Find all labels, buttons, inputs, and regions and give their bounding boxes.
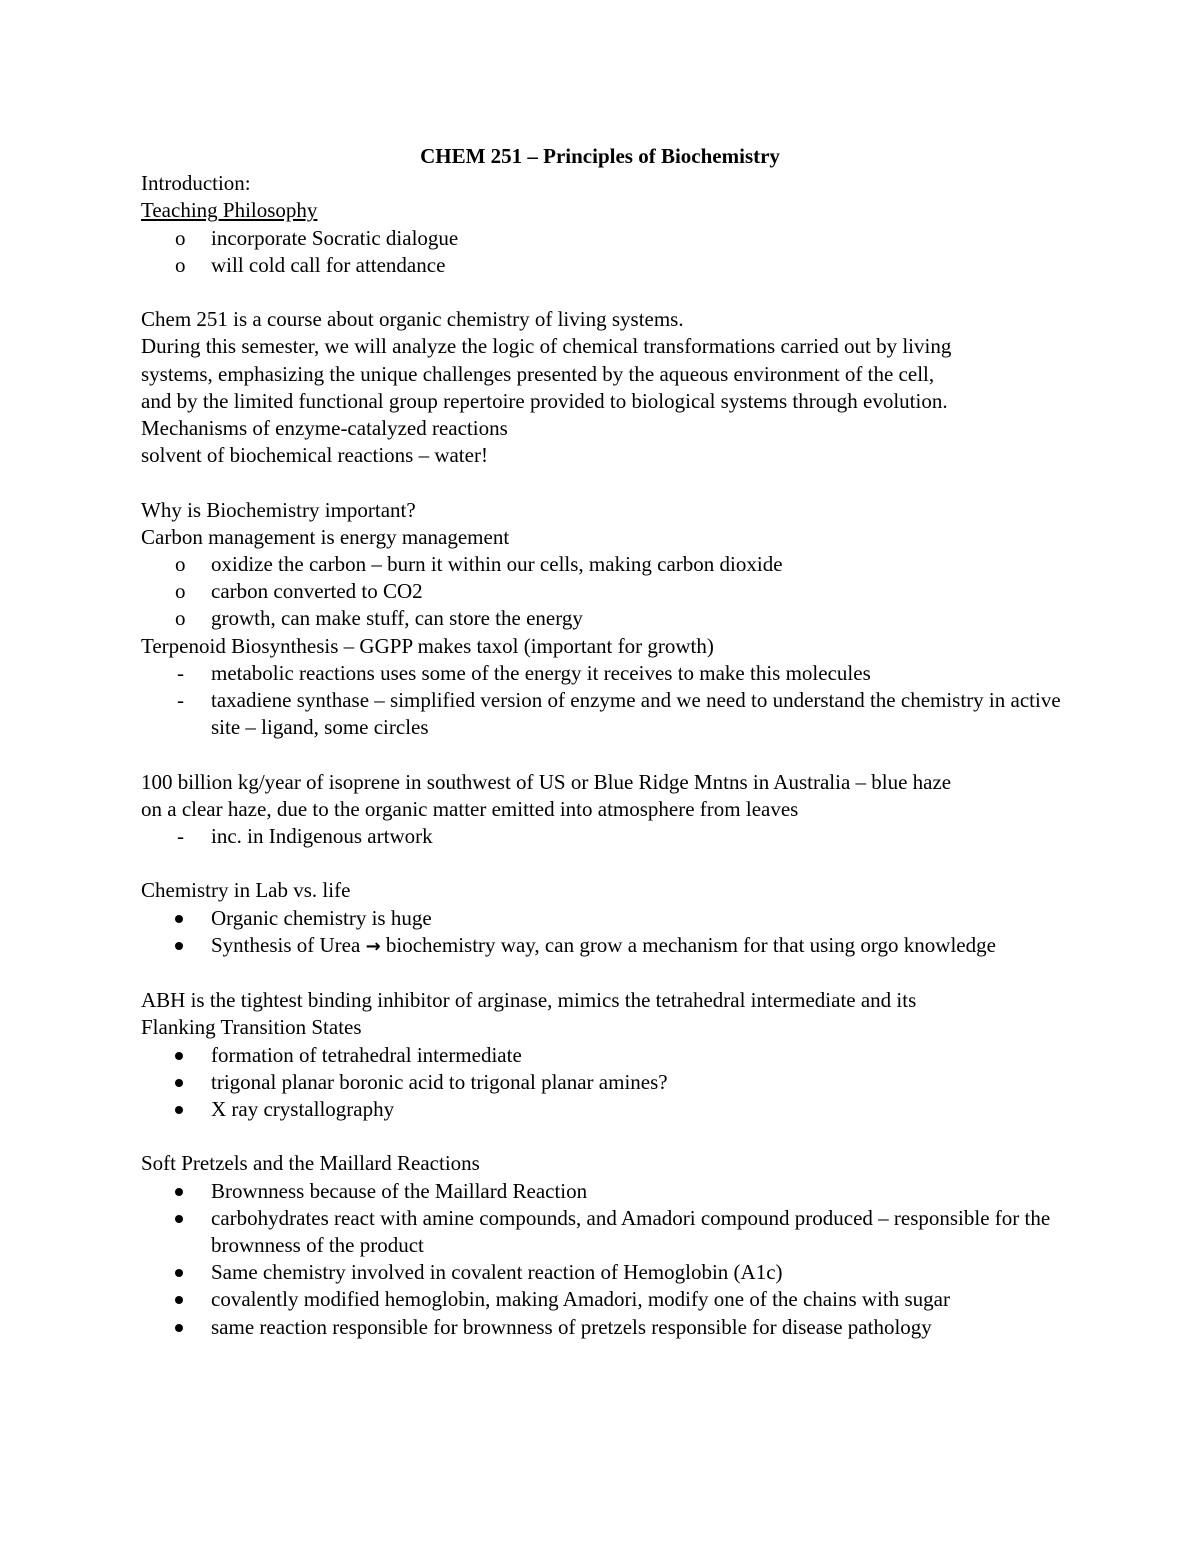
list-item: o carbon converted to CO2 [141,578,1071,605]
intro-label: Introduction: [141,171,251,196]
lab-vs-life-list [141,905,1071,960]
teaching-philosophy-heading [141,197,1071,224]
terpenoid-heading: Terpenoid Biosynthesis – GGPP makes taxol (important for growth) [141,633,714,658]
carbon-list [141,551,1071,633]
list-item: - inc. in Indigenous artwork [141,823,1071,850]
abh-line: Flanking Transition States [141,1015,362,1040]
dash-bullet-icon: - [177,688,184,713]
course-description-line: Chem 251 is a course about organic chemistry of living systems. [141,307,684,332]
lab-vs-life-heading: Chemistry in Lab vs. life [141,878,351,903]
bullet-icon [175,1079,183,1087]
document-title: CHEM 251 – Principles of Biochemistry [420,144,780,168]
document-page [141,143,1071,1341]
dash-bullet-icon: - [177,824,184,849]
bullet-icon [175,942,183,950]
list-item: o will cold call for attendance [141,252,1071,279]
list-item: Synthesis of Urea → biochemistry way, can grow a mechanism for that using orgo knowledge [141,932,1071,960]
course-description-line: During this semester, we will analyze the logic of chemical transformations carried out by living [141,334,952,359]
maillard-list [141,1178,1071,1341]
isoprene-line: 100 billion kg/year of isoprene in southwest of US or Blue Ridge Mntns in Australia – blue haze [141,769,952,794]
course-description-line: solvent of biochemical reactions – water! [141,443,488,468]
list-item: o incorporate Socratic dialogue [141,225,1071,252]
circle-bullet-icon: o [175,552,186,576]
carbon-heading: Carbon management is energy management [141,524,510,549]
teaching-philosophy-heading-text: Teaching Philosophy [141,198,318,223]
isoprene-list [141,823,1071,850]
list-item: carbohydrates react with amine compounds, and Amadori compound produced – responsible for the brownness of the product [141,1205,1071,1259]
list-item: Organic chemistry is huge [141,905,1071,932]
isoprene-line: on a clear haze, due to the organic matter emitted into atmosphere from leaves [141,796,799,821]
course-description-line: Mechanisms of enzyme-catalyzed reactions [141,416,508,440]
bullet-icon [175,1296,183,1304]
list-item: same reaction responsible for brownness of pretzels responsible for disease pathology [141,1314,1071,1341]
circle-bullet-icon: o [175,225,186,250]
list-item: - taxadiene synthase – simplified version of enzyme and we need to understand the chemistry in active site – ligand, some circles [177,688,1061,740]
bullet-icon [175,1106,183,1114]
circle-bullet-icon: o [175,606,186,631]
circle-bullet-icon: o [175,252,186,277]
terpenoid-list [141,660,1071,742]
bullet-icon [175,1269,183,1277]
list-item: - metabolic reactions uses some of the energy it receives to make this molecules [141,660,1071,687]
abh-line: ABH is the tightest binding inhibitor of arginase, mimics the tetrahedral intermediate and its [141,988,917,1013]
why-important-question: Why is Biochemistry important? [141,497,416,522]
abh-list [141,1042,1071,1124]
list-item: Same chemistry involved in covalent reaction of Hemoglobin (A1c) [141,1259,1071,1286]
list-item: X ray crystallography [141,1096,1071,1123]
maillard-heading: Soft Pretzels and the Maillard Reactions [141,1151,480,1176]
list-item: o growth, can make stuff, can store the energy [141,605,1071,632]
list-item: covalently modified hemoglobin, making Amadori, modify one of the chains with sugar [141,1286,1071,1313]
circle-bullet-icon: o [175,579,186,604]
bullet-icon [175,915,183,923]
list-item: o oxidize the carbon – burn it within our cells, making carbon dioxide [141,551,1071,578]
dash-bullet-icon: - [177,660,184,685]
teaching-philosophy-list [141,225,1071,279]
list-item: trigonal planar boronic acid to trigonal planar amines? [141,1069,1071,1096]
course-description-line: and by the limited functional group repertoire provided to biological systems through evolution. [141,388,948,413]
bullet-icon [175,1188,183,1196]
list-item: Brownness because of the Maillard Reaction [141,1178,1071,1205]
right-arrow-icon: → [365,935,381,957]
course-description-line: systems, emphasizing the unique challenges presented by the aqueous environment of the cell, [141,361,935,386]
list-item: formation of tetrahedral intermediate [141,1042,1071,1069]
bullet-icon [175,1324,183,1332]
bullet-icon [175,1215,183,1223]
bullet-icon [175,1052,183,1060]
